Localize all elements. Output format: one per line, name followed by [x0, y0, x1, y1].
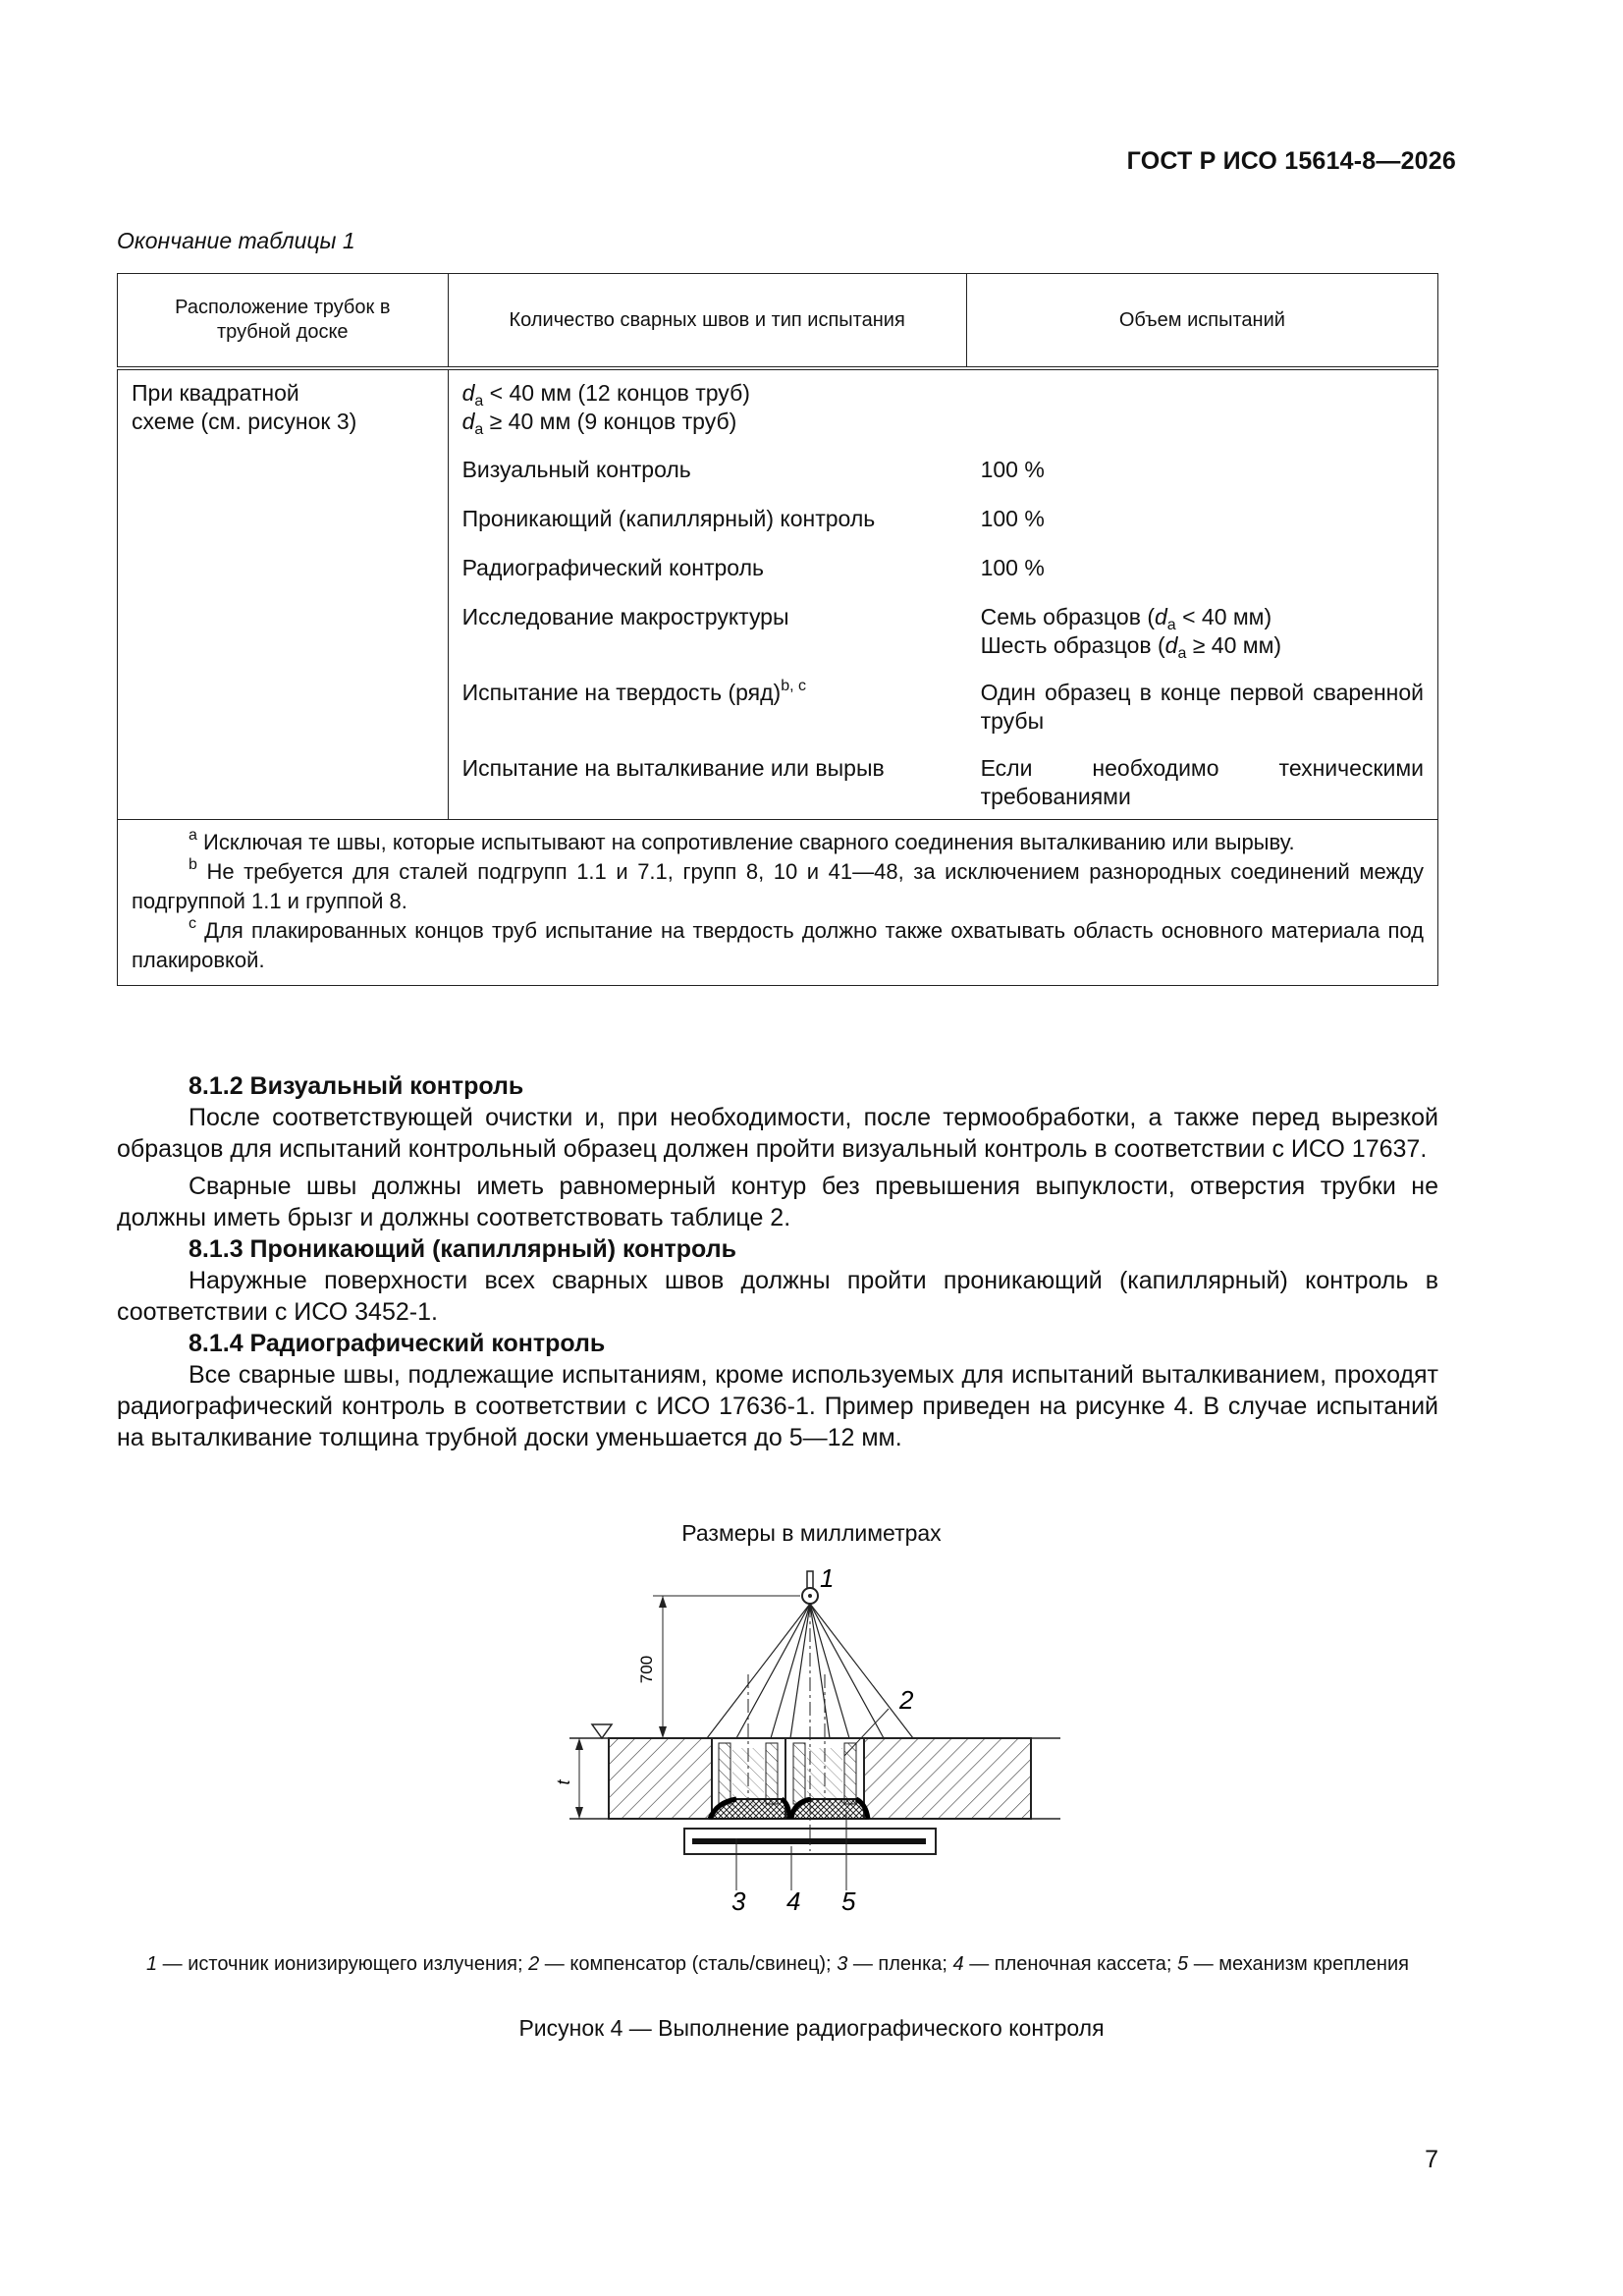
test-name: Испытание на выталкивание или вырыв	[461, 755, 885, 781]
test-rows-cell	[448, 368, 1437, 820]
header-tube-layout: Расположение трубок в трубной доске	[118, 274, 449, 369]
footnote: $^a$ Исключая те швы, которые испытывают на сопротивление сварного соединения выталкиванию или вырыву.	[189, 827, 1295, 854]
label-2: 2	[899, 1685, 914, 1715]
figure-legend: 1 — источник ионизирующего излучения; 2 — компенсатор (сталь/свинец); 3 — пленка; 4 — пленочная кассета; 5 — механизм крепления	[146, 1953, 1409, 1975]
film	[692, 1838, 926, 1844]
label-3: 3	[731, 1886, 746, 1916]
header-test-volume: Объем испытаний	[966, 274, 1437, 369]
section-text	[117, 1070, 1438, 1453]
table-row	[449, 603, 1437, 660]
footnote: $^b$ Не требуется для сталей подгрупп 1.1 и 7.1, групп 8, 10 и 41—48, за исключением разнородных соединений между подгруппой 1.1 и группой 8.	[132, 856, 1424, 913]
test-volume: Один образец в конце первой сваренной трубы	[980, 680, 1424, 734]
section-heading-8-1-2: 8.1.2 Визуальный контроль	[189, 1072, 524, 1100]
label-5: 5	[841, 1886, 856, 1916]
test-volume: 100 %	[980, 506, 1045, 531]
test-volume: 100 %	[980, 457, 1045, 482]
test-volume: 100 %	[980, 555, 1045, 580]
test-name: Испытание на твердость (ряд)$^{b, c}$	[461, 678, 806, 705]
paragraph: Сварные швы должны иметь равномерный контур без превышения выпуклости, отверстия трубки не должны иметь брызг и должны соответствовать таблице 2.	[117, 1173, 1438, 1231]
test-name: Исследование макроструктуры	[461, 604, 789, 629]
group-label: При квадратной схеме (см. рисунок 3)	[132, 380, 357, 434]
table-header-row	[118, 274, 1438, 369]
count-text: $d_a < 40$ мм (12 концов труб) $d_a \ge 40$ мм (9 концов труб)	[461, 380, 750, 438]
document-code: ГОСТ Р ИСО 15614-8—2026	[1126, 147, 1456, 175]
label-1: 1	[820, 1563, 835, 1593]
inspection-table	[117, 273, 1438, 986]
section-heading-8-1-4: 8.1.4 Радиографический контроль	[189, 1330, 606, 1357]
page-number: 7	[1425, 2146, 1438, 2173]
figure-dimensions-note: Размеры в миллиметрах	[681, 1520, 942, 1546]
test-volume: Если необходимо техническими требованиями	[980, 755, 1424, 809]
group-cell	[118, 368, 449, 820]
footnote: $^c$ Для плакированных концов труб испытание на твердость должно также охватывать область основного материала под плакировкой.	[132, 915, 1424, 972]
header-welds-and-test-type: Количество сварных швов и тип испытания	[448, 274, 966, 369]
surface-mark-icon	[592, 1724, 612, 1738]
table-row	[449, 679, 1437, 736]
label-4: 4	[786, 1886, 801, 1916]
count-row	[449, 379, 1437, 436]
table-row	[449, 754, 1437, 811]
table-footnotes	[118, 820, 1438, 986]
dimension-700: 700	[637, 1655, 656, 1684]
test-name: Проникающий (капиллярный) контроль	[461, 506, 876, 531]
dimension-t: t	[554, 1779, 573, 1785]
table-row	[449, 554, 1437, 582]
figure-title: Рисунок 4 — Выполнение радиографического контроля	[518, 2015, 1105, 2041]
table-row	[449, 456, 1437, 484]
table-body-row	[118, 368, 1438, 820]
test-name: Радиографический контроль	[461, 555, 765, 580]
table-continuation-note: Окончание таблицы 1	[117, 228, 355, 253]
table-notes-row	[118, 820, 1438, 986]
radiography-diagram	[550, 1557, 1080, 1930]
paragraph: Наружные поверхности всех сварных швов должны пройти проникающий (капиллярный) контроль в соответствии с ИСО 3452-1.	[117, 1267, 1438, 1326]
test-volume: Семь образцов ($d_a < 40$ мм) Шесть образцов ($d_a \ge 40$ мм)	[980, 604, 1282, 662]
section-heading-8-1-3: 8.1.3 Проникающий (капиллярный) контроль	[189, 1235, 736, 1263]
table-row	[449, 505, 1437, 533]
test-name: Визуальный контроль	[461, 457, 691, 482]
paragraph: После соответствующей очистки и, при необходимости, после термообработки, а также перед вырезкой образцов для испытаний контрольный образец должен пройти визуальный контроль в соответствии с ИСО 17637.	[117, 1104, 1438, 1163]
paragraph: Все сварные швы, подлежащие испытаниям, кроме используемых для испытаний выталкиванием, проходят радиографический контроль в соответствии с ИСО 17636-1. Пример приведен на рисунке 4. В случае испытаний на выталкивание толщина трубной доски уменьшается до 5—12 мм.	[117, 1361, 1438, 1451]
